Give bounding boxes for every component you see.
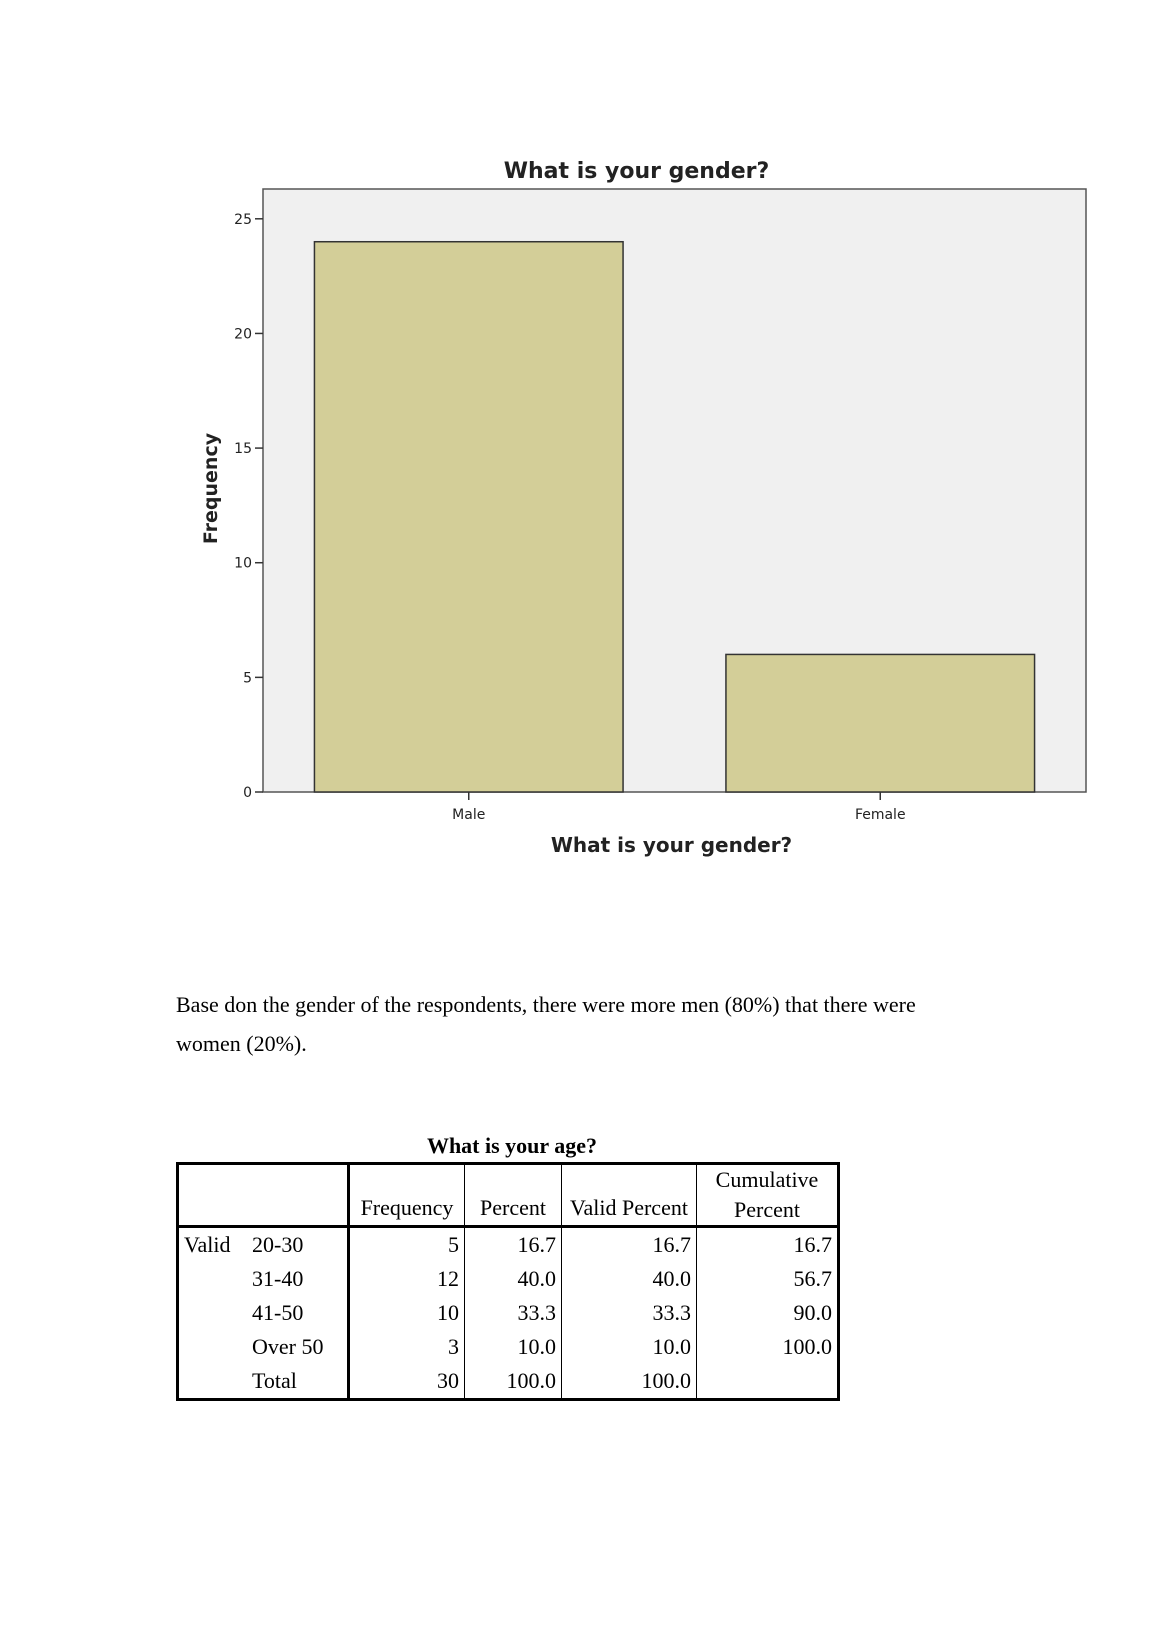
cell-cumulative: 56.7 <box>697 1262 839 1296</box>
cell-valid-percent: 100.0 <box>562 1364 697 1400</box>
cell-valid-percent: 10.0 <box>562 1330 697 1364</box>
cell-valid-percent: 33.3 <box>562 1296 697 1330</box>
table-row <box>178 1364 839 1400</box>
group-label-empty <box>178 1364 248 1400</box>
cell-cumulative <box>697 1364 839 1400</box>
table-body <box>178 1227 839 1400</box>
group-label-empty <box>178 1296 248 1330</box>
group-label-empty <box>178 1330 248 1364</box>
y-tick-label-10: 10 <box>234 555 252 572</box>
paragraph-line-2: women (20%). <box>176 1031 307 1056</box>
row-label: Total <box>247 1364 349 1400</box>
y-tick-label-5: 5 <box>243 670 252 687</box>
y-tick-label-15: 15 <box>234 441 252 458</box>
cell-frequency: 3 <box>349 1330 465 1364</box>
y-tick-label-20: 20 <box>234 326 252 343</box>
row-label: Over 50 <box>247 1330 349 1364</box>
header-cumulative-line-2: Percent <box>734 1197 800 1222</box>
bar-female <box>726 654 1035 792</box>
y-tick-label-25: 25 <box>234 211 252 228</box>
x-tick-label-male: Male <box>452 807 486 823</box>
table-row <box>178 1330 839 1364</box>
paragraph-line-1: Base don the gender of the respondents, there were more men (80%) that there were <box>176 992 916 1017</box>
group-label-empty <box>178 1262 248 1296</box>
cell-percent: 16.7 <box>465 1227 562 1263</box>
summary-paragraph <box>176 985 1036 1063</box>
header-frequency: Frequency <box>349 1164 465 1227</box>
header-percent: Percent <box>465 1164 562 1227</box>
header-cumulative-percent <box>697 1164 839 1227</box>
row-label: 31-40 <box>247 1262 349 1296</box>
y-tick-label-0: 0 <box>243 785 252 801</box>
row-label: 20-30 <box>247 1227 349 1263</box>
header-corner <box>178 1164 349 1227</box>
y-axis-label: Frequency <box>200 432 222 545</box>
chart-title: What is your gender? <box>503 159 770 184</box>
cell-frequency: 10 <box>349 1296 465 1330</box>
table-title: What is your age? <box>426 1133 598 1158</box>
bar-male <box>314 242 623 792</box>
cell-cumulative: 16.7 <box>697 1227 839 1263</box>
table-row <box>178 1227 839 1263</box>
header-valid-percent: Valid Percent <box>562 1164 697 1227</box>
row-label: 41-50 <box>247 1296 349 1330</box>
cell-valid-percent: 40.0 <box>562 1262 697 1296</box>
cell-percent: 40.0 <box>465 1262 562 1296</box>
table-row <box>178 1262 839 1296</box>
header-cumulative-line-1: Cumulative <box>715 1167 819 1192</box>
cell-frequency: 5 <box>349 1227 465 1263</box>
cell-cumulative: 100.0 <box>697 1330 839 1364</box>
x-tick-label-female: Female <box>854 807 906 823</box>
table-row <box>178 1296 839 1330</box>
cell-percent: 33.3 <box>465 1296 562 1330</box>
x-axis-label: What is your gender? <box>550 833 793 857</box>
cell-cumulative: 90.0 <box>697 1296 839 1330</box>
cell-percent: 10.0 <box>465 1330 562 1364</box>
age-frequency-table <box>176 1162 840 1401</box>
cell-frequency: 12 <box>349 1262 465 1296</box>
group-label: Valid <box>184 1232 231 1257</box>
table-header-row <box>178 1164 839 1227</box>
cell-valid-percent: 16.7 <box>562 1227 697 1263</box>
cell-percent: 100.0 <box>465 1364 562 1400</box>
cell-frequency: 30 <box>349 1364 465 1400</box>
